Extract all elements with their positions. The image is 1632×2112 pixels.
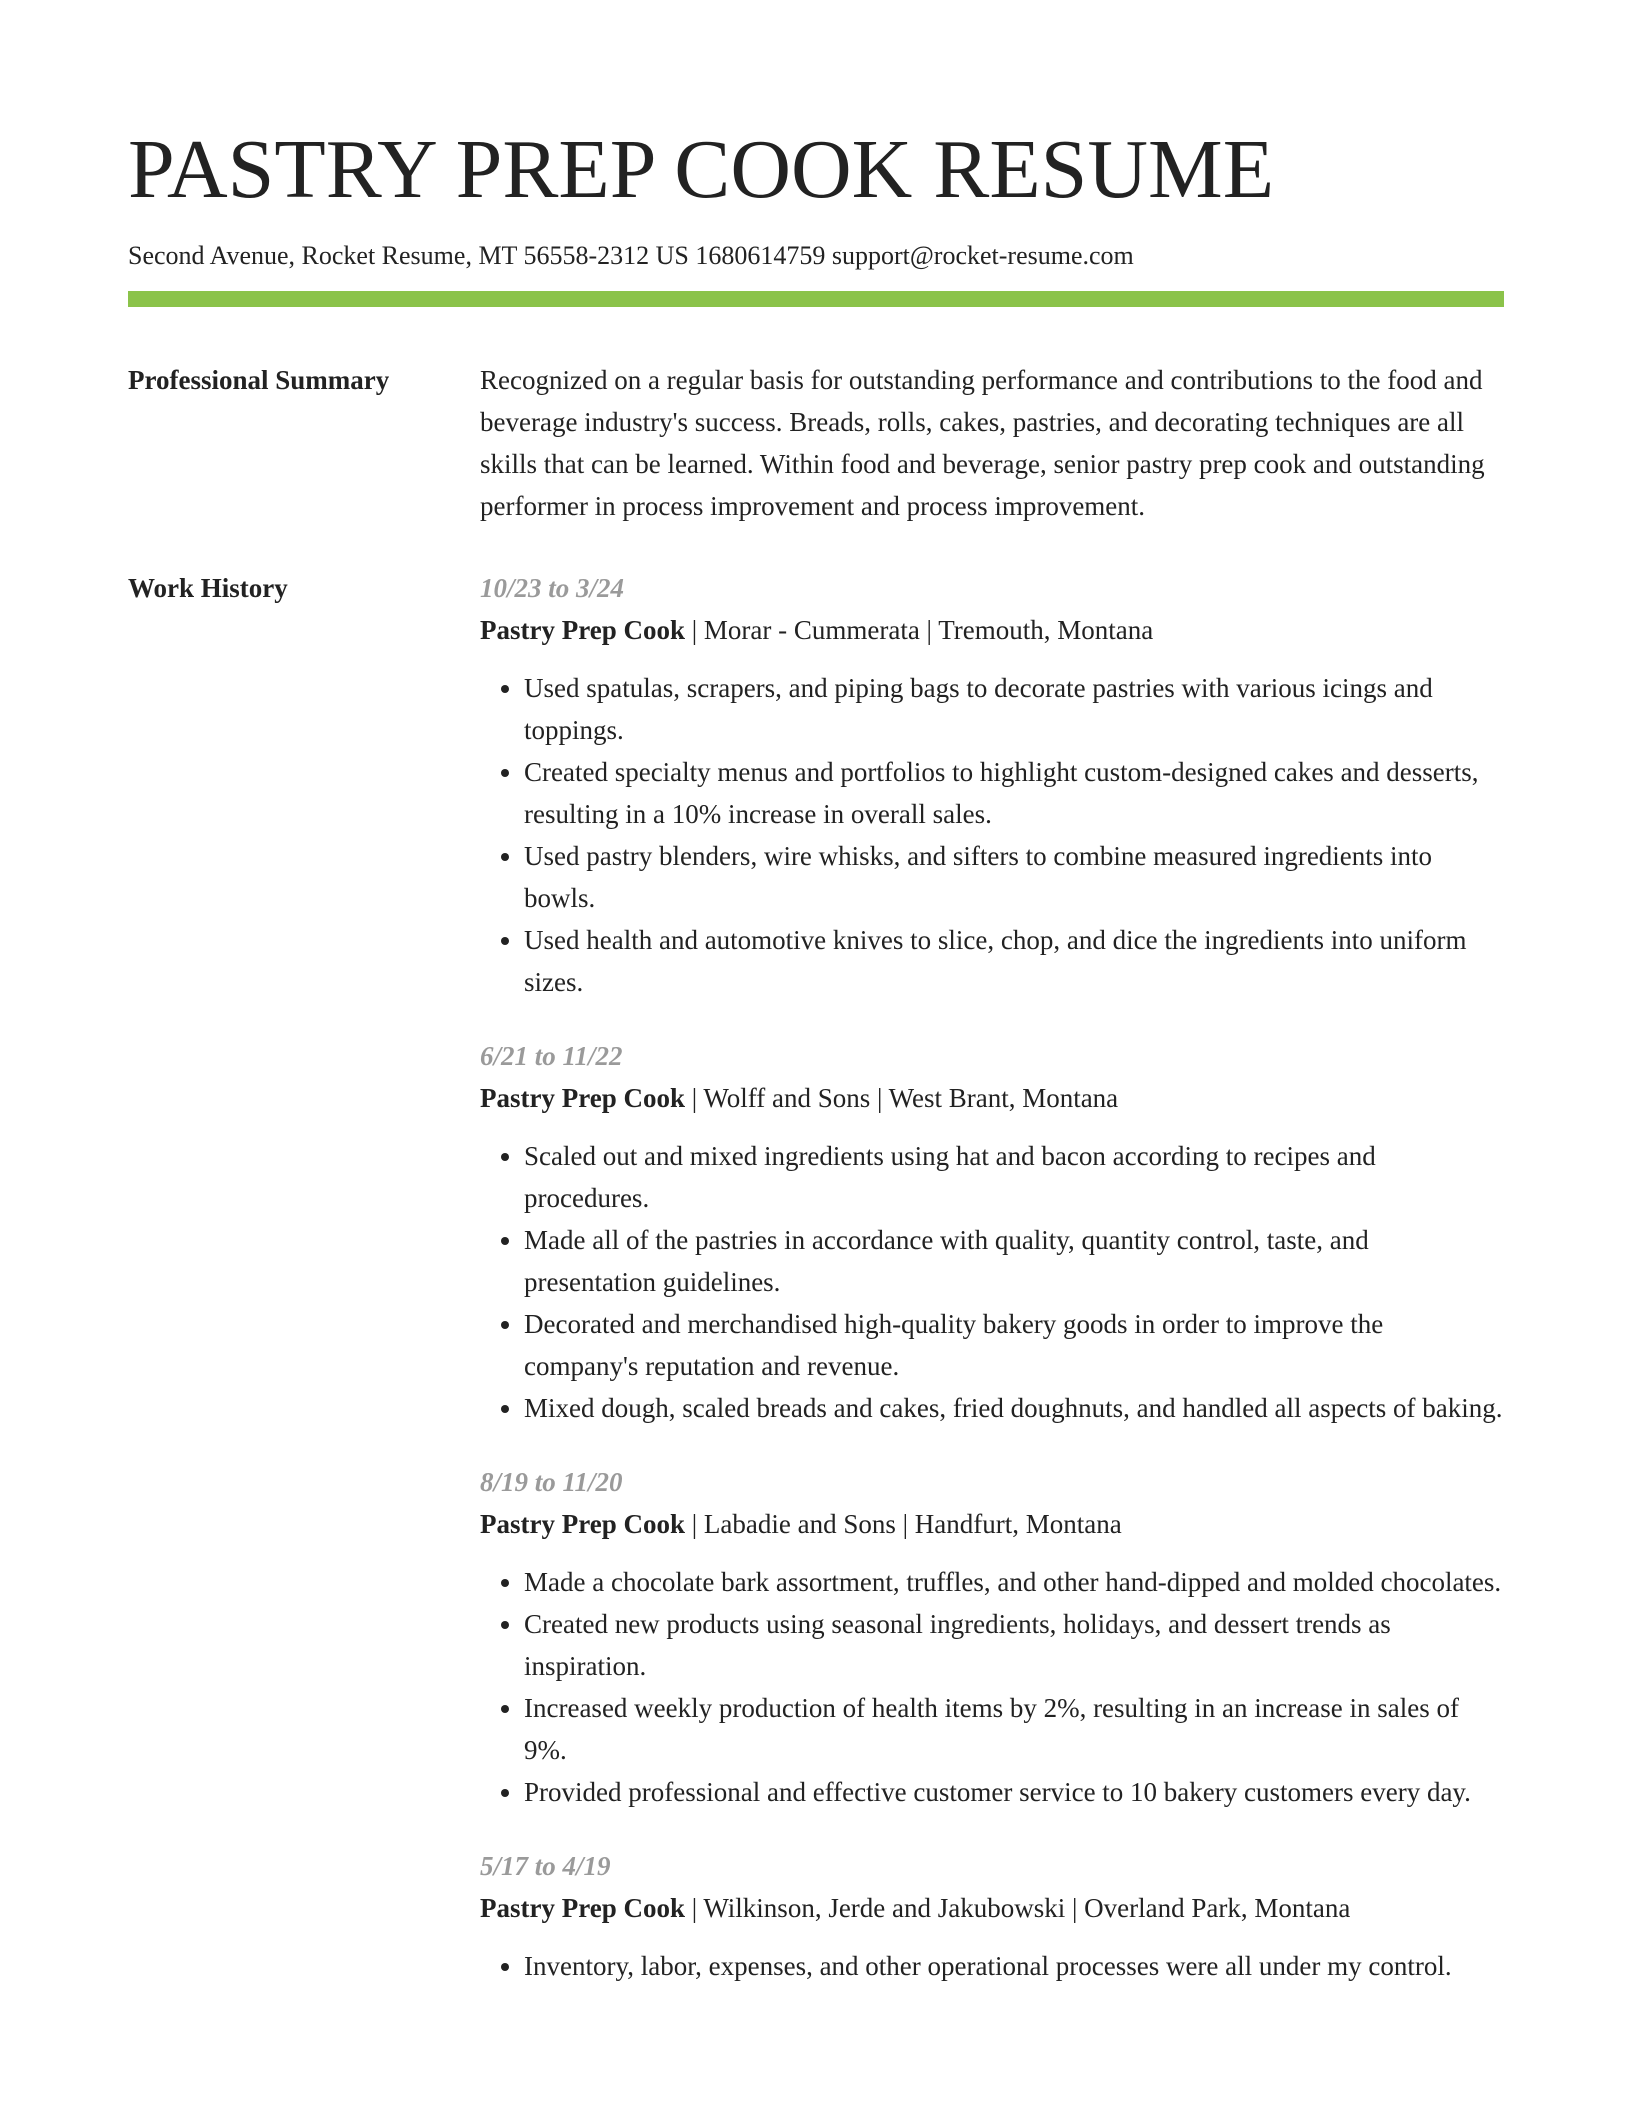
job-dates: 6/21 to 11/22	[480, 1041, 623, 1072]
job-bullets	[480, 1135, 1504, 1429]
job-dates: 8/19 to 11/20	[480, 1467, 623, 1498]
job-entry	[480, 1845, 1504, 1987]
job-role: Pastry Prep Cook	[480, 615, 685, 646]
job-bullet: • Created new products using seasonal ingredients, holidays, and dessert trends as inspiration.	[524, 1603, 1504, 1687]
job-details: | Morar - Cummerata | Tremouth, Montana	[684, 615, 1154, 646]
job-role: Pastry Prep Cook	[480, 1083, 685, 1114]
job-bullets	[480, 667, 1504, 1003]
contact-line: Second Avenue, Rocket Resume, MT 56558-2312 US 1680614759 support@rocket-resume.com	[128, 241, 1134, 270]
job-title-line	[480, 1887, 1504, 1929]
job-bullet: • Mixed dough, scaled breads and cakes, fried doughnuts, and handled all aspects of baking.	[524, 1387, 1504, 1429]
job-bullet: • Inventory, labor, expenses, and other operational processes were all under my control.	[524, 1945, 1504, 1987]
job-bullet: • Decorated and merchandised high-quality bakery goods in order to improve the company's reputation and revenue.	[524, 1303, 1504, 1387]
job-bullet: • Provided professional and effective customer service to 10 bakery customers every day.	[524, 1771, 1504, 1813]
job-bullets	[480, 1945, 1504, 1987]
job-bullets	[480, 1561, 1504, 1813]
job-entry	[480, 567, 1504, 1003]
job-dates: 5/17 to 4/19	[480, 1851, 611, 1882]
summary-section	[128, 359, 1504, 527]
job-bullet: • Used health and automotive knives to slice, chop, and dice the ingredients into uniform sizes.	[524, 919, 1504, 1003]
job-details: | Wolff and Sons | West Brant, Montana	[684, 1083, 1119, 1114]
job-bullet: • Increased weekly production of health items by 2%, resulting in an increase in sales of 9%.	[524, 1687, 1504, 1771]
job-bullet: • Created specialty menus and portfolios to highlight custom-designed cakes and desserts, resulting in a 10% increase in overall sales.	[524, 751, 1504, 835]
job-role: Pastry Prep Cook	[480, 1893, 685, 1924]
job-entry	[480, 1035, 1504, 1429]
job-bullet: • Made a chocolate bark assortment, truffles, and other hand-dipped and molded chocolates.	[524, 1561, 1504, 1603]
work-history-label: Work History	[128, 573, 288, 604]
job-role: Pastry Prep Cook	[480, 1509, 685, 1540]
job-bullet: • Made all of the pastries in accordance with quality, quantity control, taste, and presentation guidelines.	[524, 1219, 1504, 1303]
job-bullet: • Used spatulas, scrapers, and piping bags to decorate pastries with various icings and toppings.	[524, 667, 1504, 751]
jobs-list	[480, 567, 1504, 2019]
job-details: | Labadie and Sons | Handfurt, Montana	[684, 1509, 1122, 1540]
summary-label: Professional Summary	[128, 365, 390, 396]
summary-text: Recognized on a regular basis for outstanding performance and contributions to the food and beverage industry's success. Breads, rolls, cakes, pastries, and decorating techniques are all skills that can be learned. Within food and beverage, senior pastry prep cook and outstanding performer in process improvement and process improvement.	[480, 365, 1485, 522]
accent-divider	[128, 291, 1504, 307]
job-title-line	[480, 609, 1504, 651]
job-dates: 10/23 to 3/24	[480, 573, 625, 604]
resume-page	[128, 0, 1504, 2019]
job-title-line	[480, 1503, 1504, 1545]
job-bullet: • Scaled out and mixed ingredients using hat and bacon according to recipes and procedures.	[524, 1135, 1504, 1219]
job-entry	[480, 1461, 1504, 1813]
job-details: | Wilkinson, Jerde and Jakubowski | Overland Park, Montana	[684, 1893, 1351, 1924]
job-bullet: • Used pastry blenders, wire whisks, and sifters to combine measured ingredients into bowls.	[524, 835, 1504, 919]
work-history-section	[128, 567, 1504, 2019]
job-title-line	[480, 1077, 1504, 1119]
resume-title: PASTRY PREP COOK RESUME	[128, 123, 1275, 216]
